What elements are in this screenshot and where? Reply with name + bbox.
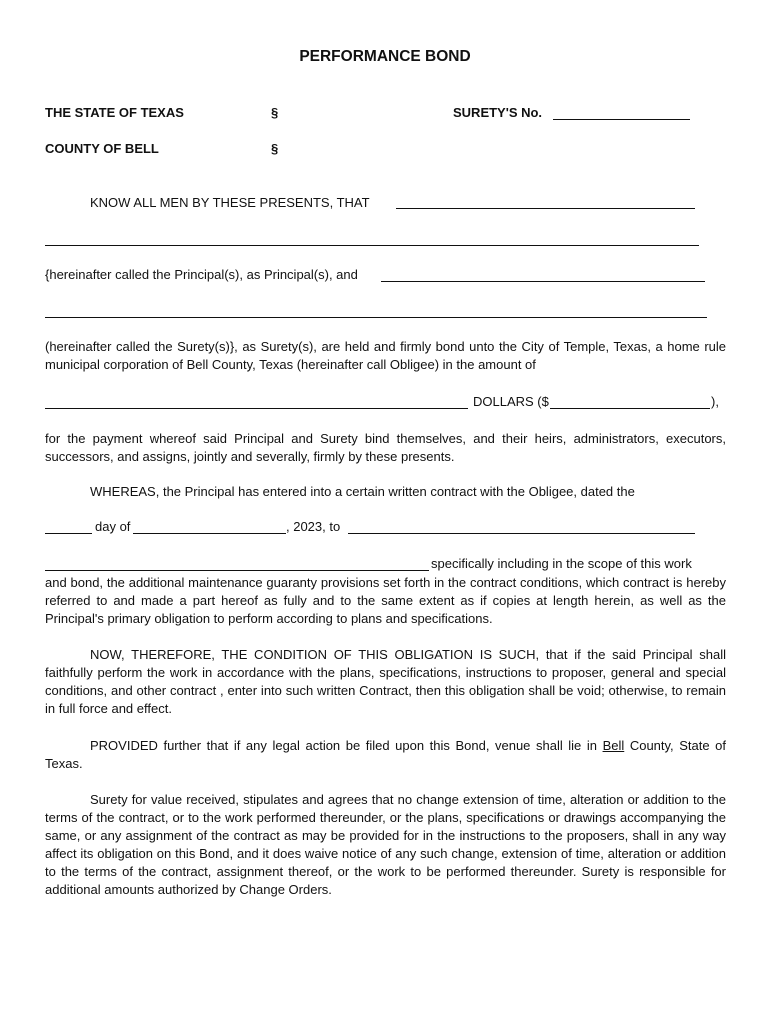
principal-name-blank-2[interactable] [45, 245, 699, 246]
month-blank[interactable] [133, 533, 286, 534]
section-symbol: § [271, 105, 279, 120]
dollars-label: DOLLARS ($ [473, 394, 549, 409]
surety-number-label: SURETY'S No. [453, 105, 543, 120]
surety-paragraph: (hereinafter called the Surety(s)}, as Surety(s), are held and firmly bond unto the City of Temple, Texas, a home rule municipal corporation of Bell County, Texas (hereinafter call Obligee) in the amount of [45, 339, 726, 372]
project-description-blank[interactable] [45, 570, 429, 571]
day-label: day of [95, 519, 131, 534]
provided-text-after: County, State of Texas. [45, 738, 726, 771]
amount-words-blank[interactable] [45, 408, 468, 409]
section-symbol: § [271, 141, 279, 156]
venue-county: Bell [602, 738, 625, 753]
scope-first-line: specifically including in the scope of this work [431, 556, 692, 571]
contract-party-blank[interactable] [348, 533, 695, 534]
principal-name-blank[interactable] [396, 208, 695, 209]
year-text: , 2023, to [286, 519, 341, 534]
surety-number-blank[interactable] [553, 119, 690, 120]
principal-text: {hereinafter called the Principal(s), as Principal(s), and [45, 267, 358, 282]
scope-paragraph: and bond, the additional maintenance guaranty provisions set forth in the contract conditions, which contract is hereby referred to and made a part hereof as fully and to the same extent as if copies at length herein, as well as the Principal's primary obligation to perform according to plans and specifications. [45, 575, 726, 626]
amount-number-blank[interactable] [550, 408, 710, 409]
payment-paragraph: for the payment whereof said Principal and Surety bind themselves, and their heirs, administrators, executors, successors, and assigns, jointly and severally, firmly by these presents. [45, 431, 726, 464]
page-title: PERFORMANCE BOND [299, 48, 471, 65]
know-all-text: KNOW ALL MEN BY THESE PRESENTS, THAT [90, 195, 370, 210]
provided-paragraph [45, 737, 726, 773]
provided-text-before: PROVIDED further that if any legal action be filed upon this Bond, venue shall lie in [90, 738, 597, 753]
now-therefore-paragraph: NOW, THEREFORE, THE CONDITION OF THIS OBLIGATION IS SUCH, that if the said Principal shall faithfully perform the work in accordance with the plans, specifications, instructions to proposer, general and special conditions, and other contract , enter into such written Contract, then this obligation shall be void; otherwise, to remain in full force and effect. [45, 647, 726, 716]
county-label: COUNTY OF BELL [45, 141, 159, 156]
state-label: THE STATE OF TEXAS [45, 105, 184, 120]
whereas-text: WHEREAS, the Principal has entered into a certain written contract with the Obligee, dated the [90, 484, 635, 499]
surety-name-blank-2[interactable] [45, 317, 707, 318]
day-blank[interactable] [45, 533, 92, 534]
surety-value-paragraph: Surety for value received, stipulates and agrees that no change extension of time, alteration or addition to the terms of the contract, or to the work performed thereunder, or the plans, specifications or drawings accompanying the same, or any assignment of the contract as may be provided for in the instructions to the proposers, shall in any way affect its obligation on this Bond, and it does waive notice of any such change, extension of time, alteration or addition to the terms of the contract, assignment thereof, or the work to be performed thereunder. Surety is responsible for additional amounts authorized by Change Orders. [45, 792, 726, 897]
dollars-close: ), [711, 394, 719, 409]
surety-name-blank[interactable] [381, 281, 705, 282]
